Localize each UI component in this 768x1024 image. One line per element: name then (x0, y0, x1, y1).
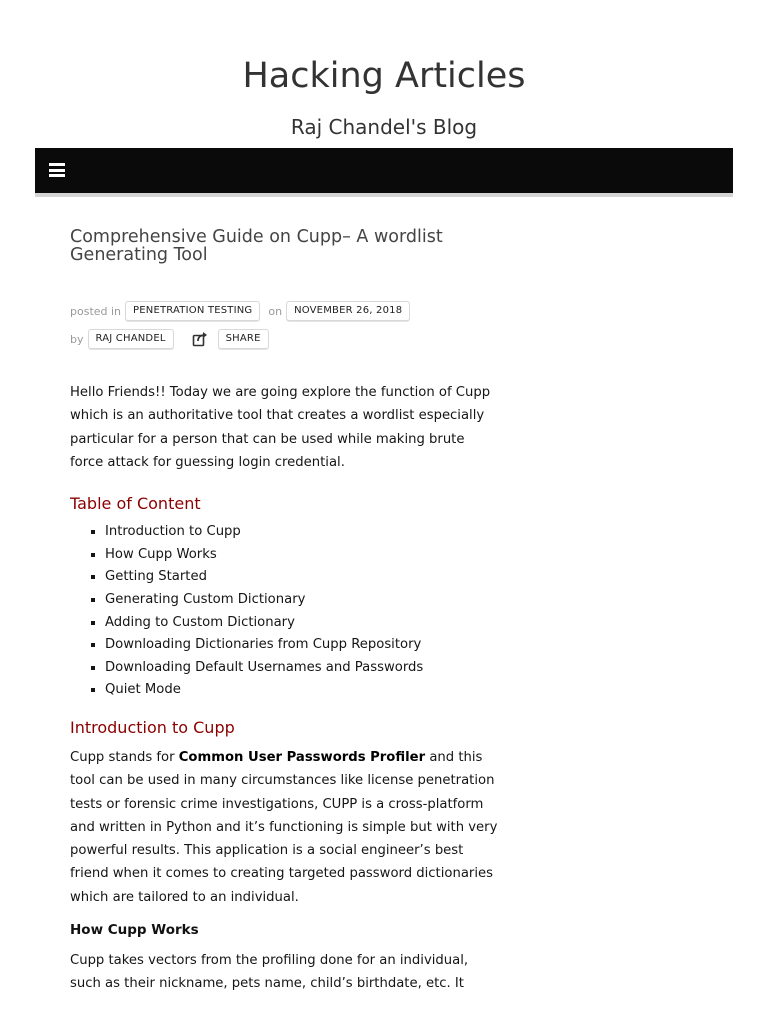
category-link[interactable]: PENETRATION TESTING (125, 301, 260, 321)
how-cupp-works-heading: How Cupp Works (70, 922, 199, 939)
toc-item[interactable]: ▪ Getting Started (105, 566, 500, 589)
author-link[interactable]: RAJ CHANDEL (88, 329, 174, 349)
post-title: Comprehensive Guide on Cupp– A wordlist Generating Tool (70, 227, 443, 265)
by-label: by (70, 332, 84, 346)
share-icon[interactable] (192, 331, 208, 347)
intro-strong-term: Common User Passwords Profiler (178, 749, 426, 765)
post-meta-row-1 (70, 300, 500, 322)
intro-text-before: Cupp stands for (70, 749, 179, 765)
intro-text-after: and this tool can be used in many circumstances like license penetration tests or forensic crime investigations, CUPP is a cross-platform and written in Python and it’s functioning is simple but with very powerful results. This application is a social engineer’s best friend when it comes to creating targeted password dictionaries which are tailored to an individual. (70, 749, 498, 905)
post-meta-row-2 (70, 328, 500, 350)
introduction-paragraph (70, 746, 500, 909)
hamburger-menu-icon[interactable] (49, 163, 65, 177)
share-button[interactable]: SHARE (218, 329, 269, 349)
introduction-heading: Introduction to Cupp (70, 717, 235, 737)
toc-item[interactable]: ▪ Downloading Default Usernames and Passwords (105, 657, 500, 680)
toc-item[interactable]: ▪ Introduction to Cupp (105, 521, 500, 544)
site-tagline: Raj Chandel's Blog (290, 115, 478, 139)
toc-item[interactable]: ▪ Adding to Custom Dictionary (105, 612, 500, 635)
main-navbar (35, 148, 733, 197)
toc-item[interactable]: ▪ Generating Custom Dictionary (105, 589, 500, 612)
site-header (0, 0, 768, 140)
table-of-content (70, 521, 500, 702)
toc-item[interactable]: ▪ How Cupp Works (105, 544, 500, 567)
toc-item[interactable]: ▪ Quiet Mode (105, 679, 500, 702)
post-content (70, 228, 500, 996)
intro-paragraph: Hello Friends!! Today we are going explore the function of Cupp which is an authoritative tool that creates a wordlist especially particular for a person that can be used while making brute force attack for guessing login credential. (70, 385, 491, 470)
date-link[interactable]: NOVEMBER 26, 2018 (286, 301, 410, 321)
post-meta (70, 300, 500, 350)
toc-item[interactable]: ▪ Downloading Dictionaries from Cupp Repository (105, 634, 500, 657)
site-title[interactable]: Hacking Articles (242, 56, 526, 96)
posted-in-label: posted in (70, 304, 122, 318)
how-cupp-works-paragraph: Cupp takes vectors from the profiling done for an individual, such as their nickname, pets name, child’s birthdate, etc. It (70, 953, 469, 992)
toc-heading: Table of Content (70, 494, 201, 514)
on-label: on (268, 304, 283, 318)
